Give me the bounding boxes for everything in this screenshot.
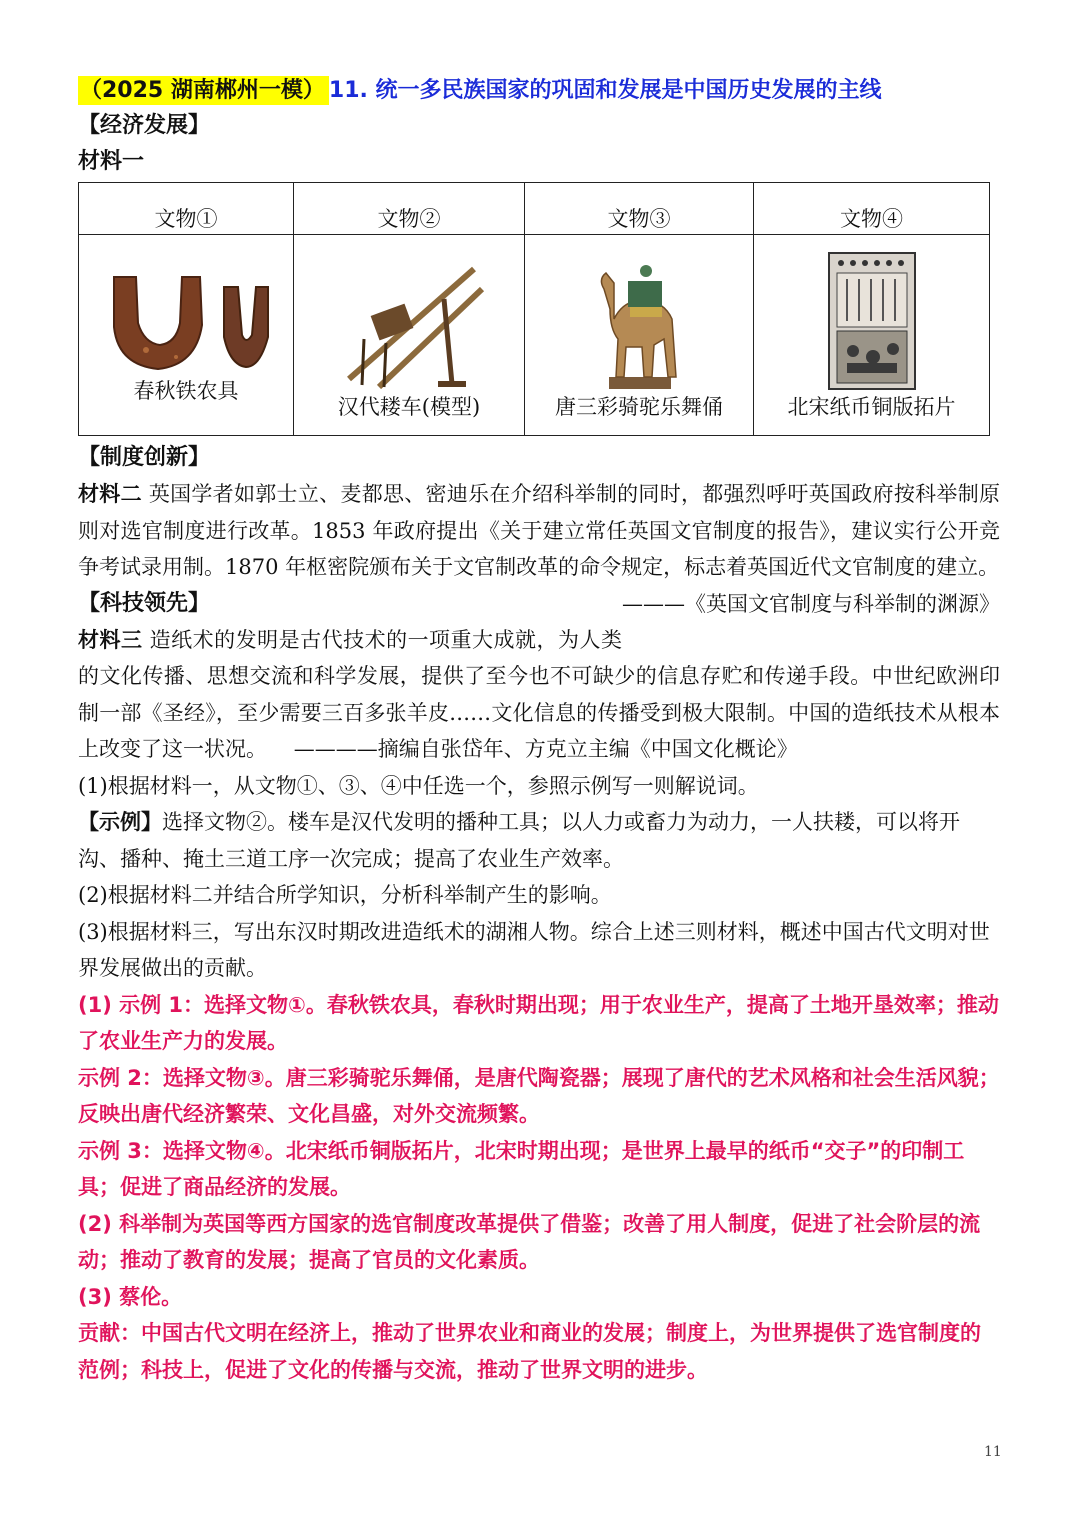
answer-3-contribution: 贡献：中国古代文明在经济上，推动了世界农业和商业的发展；制度上，为世界提供了选官制度的范例；科技上，促进了文化的传播与交流，推动了世界文明的进步。 (78, 1321, 981, 1382)
seed-drill-image (334, 259, 484, 391)
relic-header-2: 文物② (294, 183, 525, 235)
relic-header-1: 文物① (79, 183, 294, 235)
camel-figurine-image (584, 259, 694, 391)
document-page (78, 74, 1000, 1388)
relic-caption-1: 春秋铁农具 (133, 379, 239, 403)
material1-label: 材料一 (78, 149, 145, 174)
relic-caption-2: 汉代耧车(模型) (337, 395, 481, 419)
question-3: (3)根据材料三，写出东汉时期改进造纸术的湖湘人物。综合上述三则材料，概述中国古代文明对世界发展做出的贡献。 (78, 919, 990, 980)
paper-money-rubbing-image (827, 251, 917, 391)
example-text: 选择文物②。楼车是汉代发明的播种工具；以人力或畜力为动力，一人扶耧，可以将开沟、播种、掩土三道工序一次完成；提高了农业生产效率。 (78, 810, 960, 871)
relic-cell-3 (525, 235, 754, 436)
relic-cell-4 (754, 235, 990, 436)
section-tech: 【科技领先】 (78, 590, 211, 616)
relic-header-3: 文物③ (525, 183, 754, 235)
answer-1-example-1: (1) 示例 1：选择文物①。春秋铁农具，春秋时期出现；用于农业生产，提高了土地开垦效率；推动了农业生产力的发展。 (78, 992, 999, 1053)
answer-2: (2) 科举制为英国等西方国家的选官制度改革提供了借鉴；改善了用人制度，促进了社会阶层的流动；推动了教育的发展；提高了官员的文化素质。 (78, 1211, 981, 1272)
material2-text: 英国学者如郭士立、麦都思、密迪乐在介绍科举制的同时，都强烈呼吁英国政府按科举制原则对选官制度进行改革。1853 年政府提出《关于建立常任英国文官制度的报告》，建议实行公开竞争考试录用制。1870 年枢密院颁布关于文官制改革的命令规定，标志着英国近代文官制度的建立。 (78, 482, 1000, 579)
material2-source: ———《英国文官制度与科举制的渊源》 (622, 591, 1000, 616)
iron-tool-image (96, 265, 276, 375)
page-number: 11 (984, 1444, 1002, 1460)
question-heading: 11. 统一多民族国家的巩固和发展是中国历史发展的主线 (328, 78, 882, 103)
relics-table (78, 182, 990, 436)
answer-1-example-2: 示例 2：选择文物③。唐三彩骑驼乐舞俑，是唐代陶瓷器；展现了唐代的艺术风格和社会生活风貌；反映出唐代经济繁荣、文化昌盛，对外交流频繁。 (78, 1065, 1000, 1126)
relic-cell-2 (294, 235, 525, 436)
relic-cell-1 (79, 235, 294, 436)
question-1: (1)根据材料一，从文物①、③、④中任选一个，参照示例写一则解说词。 (78, 773, 759, 798)
relic-caption-3: 唐三彩骑驼乐舞俑 (555, 395, 723, 419)
question-title (78, 74, 1000, 108)
example (78, 804, 1000, 877)
exam-source-tag: （2025 湖南郴州一模） (78, 76, 329, 105)
material3-label: 材料三 (78, 627, 143, 652)
relic-caption-4: 北宋纸币铜版拓片 (787, 395, 956, 419)
relic-header-4: 文物④ (754, 183, 990, 235)
answer-1-example-3: 示例 3：选择文物④。北宋纸币铜版拓片，北宋时期出现；是世界上最早的纸币“交子”的印制工具；促进了商品经济的发展。 (78, 1138, 965, 1199)
section-economy: 【经济发展】 (78, 113, 211, 138)
question-2: (2)根据材料二并结合所学知识，分析科举制产生的影响。 (78, 883, 612, 907)
material3 (78, 622, 1000, 768)
material2-label: 材料二 (78, 482, 142, 506)
material3-source: ————摘编自张岱年、方克立主编《中国文化概论》 (293, 737, 798, 761)
example-label: 【示例】 (78, 810, 162, 834)
answer-3: (3) 蔡伦。 (78, 1284, 183, 1309)
material3-text: 造纸术的发明是古代技术的一项重大成就，为人类的文化传播、思想交流和科学发展，提供了至今也不可缺少的信息存贮和传递手段。中世纪欧洲印制一部《圣经》，至少需要三百多张羊皮……文化信息的传播受到极大限制。中国的造纸技术从根本上改变了这一状况。 (78, 627, 1000, 761)
section-system: 【制度创新】 (78, 445, 211, 470)
